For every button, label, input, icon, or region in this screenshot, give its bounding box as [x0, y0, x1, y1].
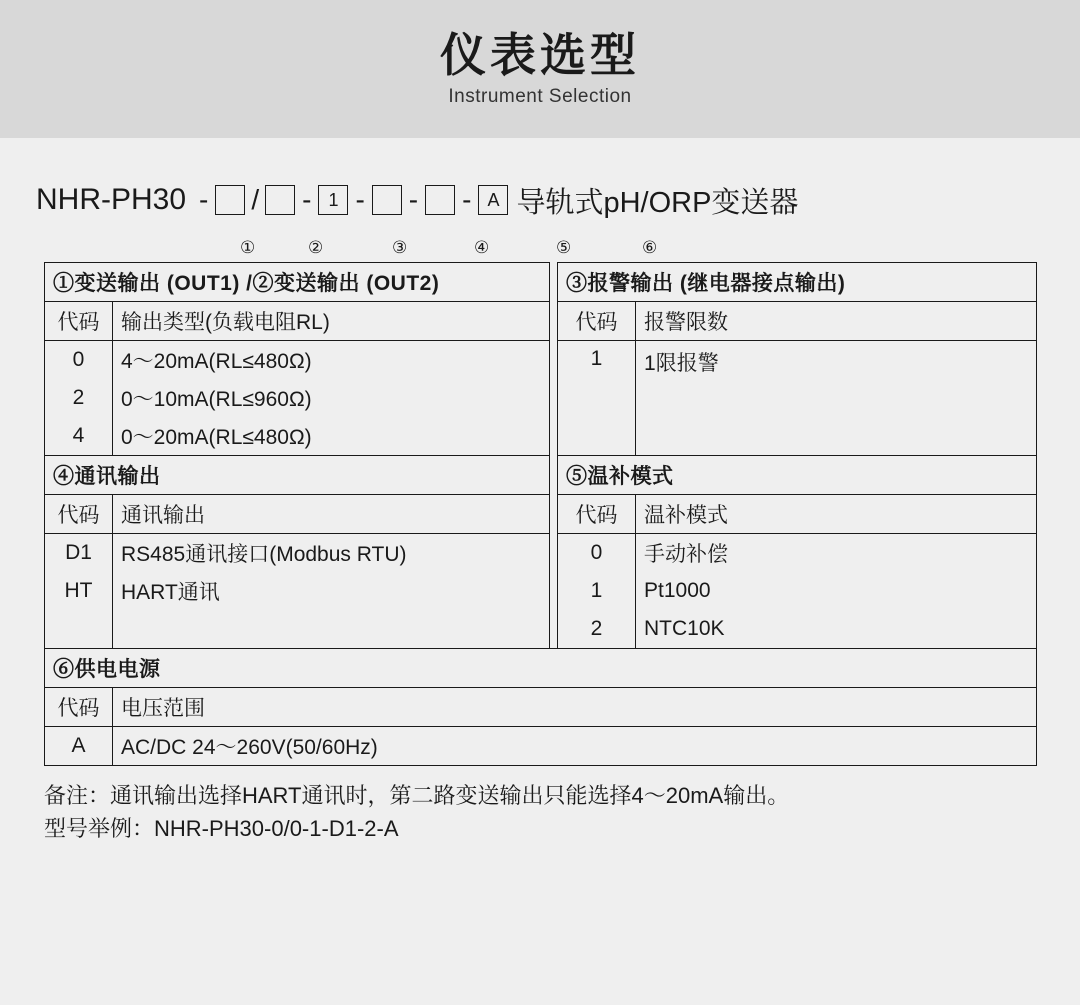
section-4-code-0: D1	[45, 534, 113, 573]
section-5-code-1: 1	[558, 572, 636, 610]
column-divider	[550, 572, 558, 610]
column-divider	[550, 263, 558, 302]
section-1-code-1: 2	[45, 379, 113, 417]
model-code-area	[0, 180, 1080, 257]
table-row	[45, 456, 1037, 495]
model-dash-4: -	[408, 184, 419, 215]
section-5-value-1: Pt1000	[636, 572, 1037, 610]
model-slash: /	[251, 184, 260, 215]
section-1-value-1: 0～10mA(RL≤960Ω)	[113, 379, 550, 417]
model-box-1[interactable]	[215, 185, 245, 215]
table-row	[45, 534, 1037, 573]
section-3-code-0: 1	[558, 341, 636, 456]
section-4-code-spacer	[45, 610, 113, 648]
column-divider	[550, 302, 558, 341]
model-marker-4: ④	[474, 238, 490, 257]
table-row	[45, 610, 1037, 648]
section-3-heading: ③报警输出 (继电器接点输出)	[558, 263, 1037, 302]
page-title: 仪表选型	[440, 28, 640, 81]
model-box-2[interactable]	[265, 185, 295, 215]
section-1-code-2: 4	[45, 417, 113, 456]
section-5-value-header: 温补模式	[636, 495, 1037, 534]
model-marker-5: ⑤	[556, 238, 572, 257]
table-row	[45, 302, 1037, 341]
section-4-code-1: HT	[45, 572, 113, 610]
table-row	[45, 648, 1037, 687]
table-row	[45, 726, 1037, 765]
section-4-value-spacer	[113, 610, 550, 648]
table-row	[45, 341, 1037, 380]
column-divider	[550, 379, 558, 417]
note-line-1: 备注：通讯输出选择HART通讯时，第二路变送输出只能选择4～20mA输出。	[44, 782, 790, 808]
model-marker-3: ③	[392, 238, 408, 257]
section-4-code-header: 代码	[45, 495, 113, 534]
section-3-value-header: 报警限数	[636, 302, 1037, 341]
model-description: 导轨式pH/ORP变送器	[516, 186, 799, 219]
model-box-3[interactable]: 1	[318, 185, 348, 215]
section-4-heading: ④通讯输出	[45, 456, 550, 495]
section-5-heading: ⑤温补模式	[558, 456, 1037, 495]
section-5-code-2: 2	[558, 610, 636, 648]
section-3-code-header: 代码	[558, 302, 636, 341]
model-box-4[interactable]	[372, 185, 402, 215]
model-dash-5: -	[462, 184, 472, 215]
section-4-value-header: 通讯输出	[113, 495, 550, 534]
model-prefix: NHR-PH30	[36, 183, 187, 216]
section-4-value-1: HART通讯	[113, 572, 550, 610]
section-5-code-0: 0	[558, 534, 636, 573]
section-6-code-0: A	[45, 726, 113, 765]
model-marker-2: ②	[308, 238, 324, 257]
model-dash-3: -	[355, 184, 365, 215]
section-5-value-0: 手动补偿	[636, 534, 1037, 573]
model-dash-1: -	[199, 184, 209, 215]
selection-table	[44, 262, 1037, 766]
table-row	[45, 263, 1037, 302]
model-marker-1: ①	[240, 238, 256, 257]
page-subtitle: Instrument Selection	[448, 86, 632, 108]
section-6-code-header: 代码	[45, 687, 113, 726]
column-divider	[550, 534, 558, 573]
model-box-6[interactable]: A	[478, 185, 508, 215]
section-6-value-header: 电压范围	[113, 687, 1037, 726]
model-marker-6: ⑥	[642, 238, 658, 257]
section-6-heading: ⑥供电电源	[45, 648, 1037, 687]
model-dash-2: -	[302, 184, 312, 215]
section-1-value-2: 0～20mA(RL≤480Ω)	[113, 417, 550, 456]
section-4-value-0: RS485通讯接口(Modbus RTU)	[113, 534, 550, 573]
table-row	[45, 495, 1037, 534]
column-divider	[550, 610, 558, 648]
column-divider	[550, 495, 558, 534]
section-5-code-header: 代码	[558, 495, 636, 534]
section-1-heading: ①变送输出 (OUT1) /②变送输出 (OUT2)	[45, 263, 550, 302]
column-divider	[550, 417, 558, 456]
section-1-code-header: 代码	[45, 302, 113, 341]
model-box-5[interactable]	[425, 185, 455, 215]
notes-area	[44, 780, 1036, 846]
section-5-value-2: NTC10K	[636, 610, 1037, 648]
column-divider	[550, 341, 558, 380]
column-divider	[550, 456, 558, 495]
model-code-row	[36, 180, 1080, 220]
section-1-code-0: 0	[45, 341, 113, 380]
table-row	[45, 572, 1037, 610]
section-3-value-0: 1限报警	[636, 341, 1037, 456]
selection-table-wrap	[44, 262, 1036, 766]
table-row	[45, 687, 1037, 726]
page-banner	[0, 0, 1080, 138]
section-1-value-header: 输出类型(负载电阻RL)	[113, 302, 550, 341]
section-6-value-0: AC/DC 24～260V(50/60Hz)	[113, 726, 1037, 765]
note-line-2: 型号举例：NHR-PH30-0/0-1-D1-2-A	[44, 816, 399, 842]
section-1-value-0: 4～20mA(RL≤480Ω)	[113, 341, 550, 380]
